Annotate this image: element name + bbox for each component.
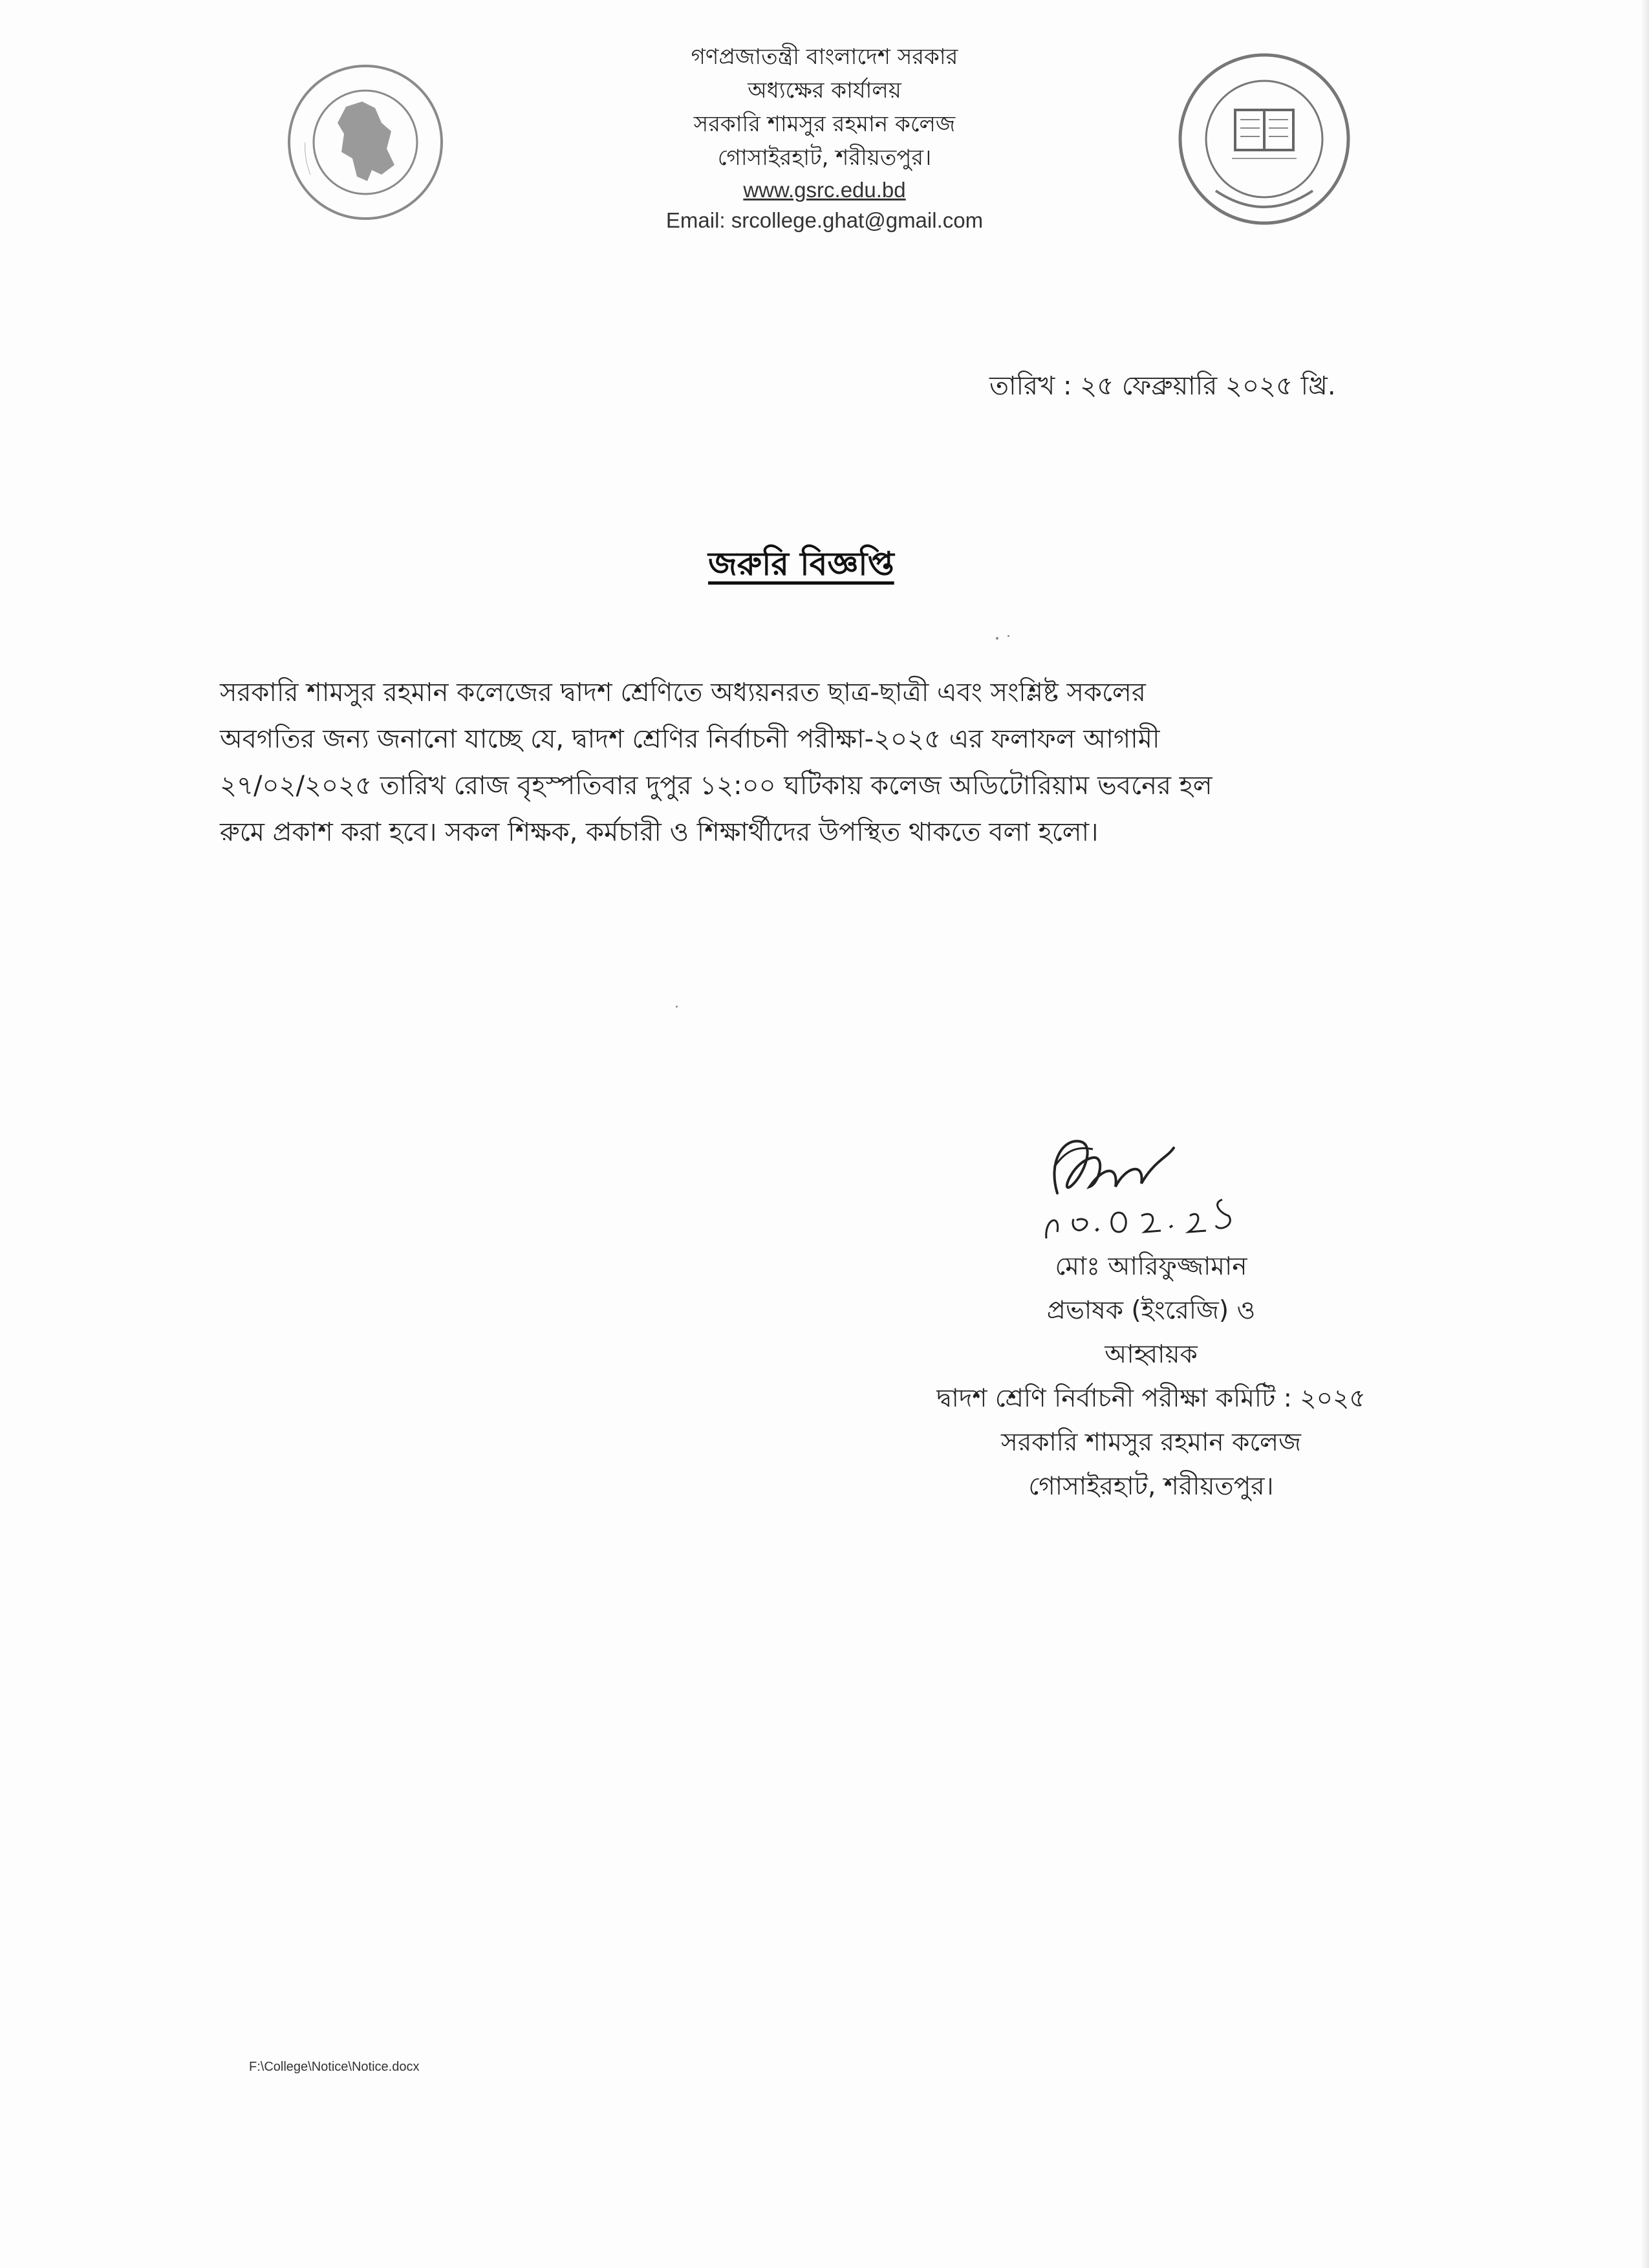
- college-logo-icon: [1170, 45, 1358, 233]
- government-seal-icon: [285, 61, 446, 223]
- notice-date: তারিখ : ২৫ ফেব্রুয়ারি ২০২৫ খ্রি.: [989, 371, 1336, 401]
- body-line: রুমে প্রকাশ করা হবে। সকল শিক্ষক, কর্মচারী ও শিক্ষার্থীদের উপস্থিত থাকতে বলা হলো।: [220, 817, 1099, 847]
- signatory-location: গোসাইরহাট, শরীয়তপুর।: [1028, 1472, 1274, 1501]
- government-name: গণপ্রজাতন্ত্রী বাংলাদেশ সরকার: [691, 44, 958, 70]
- body-line: অবগতির জন্য জনানো যাচ্ছে যে, দ্বাদশ শ্রেণির নির্বাচনী পরীক্ষা-২০২৫ এর ফলাফল আগামী: [220, 724, 1160, 754]
- letterhead: [543, 40, 1106, 235]
- email-address: Email: srcollege.ghat@gmail.com: [665, 208, 984, 232]
- body-line: ২৭/০২/২০২৫ তারিখ রোজ বৃহস্পতিবার দুপুর ১২:০০ ঘটিকায় কলেজ অডিটোরিয়াম ভবনের হল: [220, 771, 1212, 801]
- scan-speck: [676, 1006, 678, 1008]
- website-link[interactable]: www.gsrc.edu.bd: [743, 178, 906, 202]
- signatory-name: মোঃ আরিফুজ্জামান: [1055, 1252, 1247, 1281]
- notice-title: জরুরি বিজ্ঞপ্তি: [708, 545, 894, 583]
- office-name: অধ্যক্ষের কার্যালয়: [748, 78, 901, 103]
- body-line: সরকারি শামসুর রহমান কলেজের দ্বাদশ শ্রেণিতে অধ্যয়নরত ছাত্র-ছাত্রী এবং সংশ্লিষ্ট সকলের: [220, 678, 1146, 707]
- file-path-footer: F:\College\Notice\Notice.docx: [249, 2060, 420, 2074]
- college-name: সরকারি শামসুর রহমান কলেজ: [693, 111, 956, 137]
- signatory-designation: প্রভাষক (ইংরেজি) ও: [1046, 1296, 1256, 1325]
- notice-body: [220, 669, 1416, 856]
- scan-edge-shadow: [1640, 0, 1649, 2268]
- scan-speck: [1008, 635, 1009, 637]
- signatory-block: [841, 1245, 1461, 1509]
- signatory-role: আহ্বায়ক: [1105, 1340, 1198, 1369]
- college-address: গোসাইরহাট, শরীয়তপুর।: [717, 145, 932, 171]
- scan-speck: [996, 637, 998, 640]
- signatory-committee: দ্বাদশ শ্রেণি নির্বাচনী পরীক্ষা কমিটি : ২০২৫: [936, 1384, 1366, 1413]
- handwritten-signature: [1035, 1122, 1319, 1238]
- signatory-institution: সরকারি শামসুর রহমান কলেজ: [1001, 1428, 1301, 1457]
